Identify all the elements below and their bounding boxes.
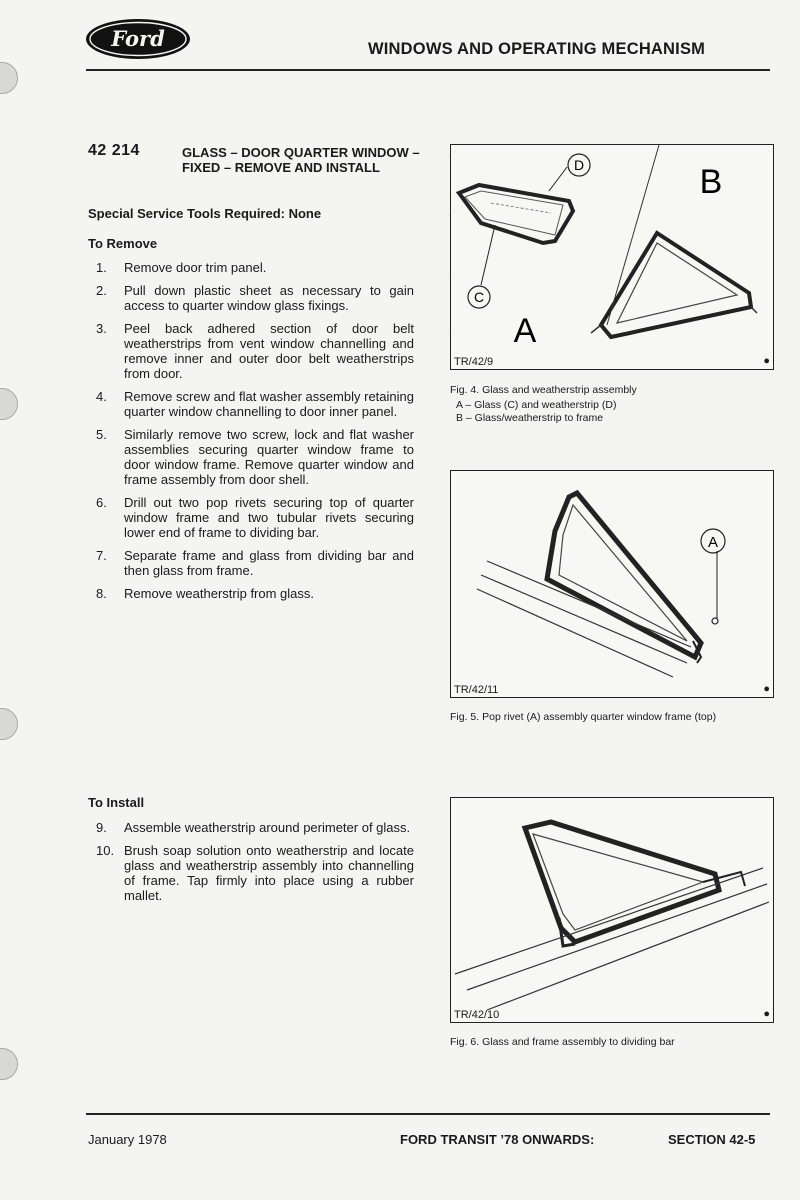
install-heading: To Install — [88, 795, 145, 810]
figure-reference: TR/42/10 — [454, 1009, 500, 1021]
step-item — [88, 321, 414, 381]
figure-corner-mark: ● — [763, 355, 770, 367]
binding-hole — [0, 1048, 18, 1080]
step-number: 10. — [96, 843, 115, 858]
section-number: 42 214 — [88, 142, 140, 159]
remove-steps-list — [88, 260, 414, 609]
figure-6 — [450, 797, 774, 1023]
step-text: Remove door trim panel. — [124, 260, 267, 275]
footer-rule — [86, 1113, 770, 1115]
figure-6-illustration — [451, 798, 773, 1022]
label-c: C — [473, 289, 485, 305]
step-text: Assemble weatherstrip around perimeter of glass. — [124, 820, 411, 835]
step-number: 3. — [96, 321, 107, 336]
binding-hole — [0, 708, 18, 740]
step-number: 4. — [96, 389, 107, 404]
step-number: 1. — [96, 260, 107, 275]
step-item — [88, 843, 414, 903]
step-text: Remove screw and flat washer assembly retaining quarter window channelling to door inner panel. — [124, 389, 414, 419]
remove-heading: To Remove — [88, 236, 158, 251]
step-text: Separate frame and glass from dividing bar and then glass from frame. — [124, 548, 414, 578]
label-b: B — [699, 163, 723, 201]
step-number: 9. — [96, 820, 107, 835]
step-number: 5. — [96, 427, 107, 442]
header-rule — [86, 69, 770, 71]
binding-hole — [0, 62, 18, 94]
figure-5 — [450, 470, 774, 698]
figure-4-illustration — [451, 145, 773, 369]
step-item — [88, 283, 414, 313]
step-text: Drill out two pop rivets securing top of quarter window frame and two tubular rivets securing lower end of frame to dividing bar. — [124, 495, 414, 540]
step-item — [88, 586, 414, 601]
figure-5-caption: Fig. 5. Pop rivet (A) assembly quarter window frame (top) — [450, 711, 717, 723]
step-number: 6. — [96, 495, 107, 510]
footer-section: SECTION 42-5 — [668, 1132, 756, 1147]
label-a: A — [513, 312, 537, 350]
step-item — [88, 820, 414, 835]
figure-corner-mark: ● — [763, 683, 770, 695]
footer-model: FORD TRANSIT ’78 ONWARDS: — [400, 1132, 595, 1147]
step-text: Pull down plastic sheet as necessary to gain access to quarter window glass fixings. — [124, 283, 414, 313]
figure-4-caption-line: A – Glass (C) and weatherstrip (D) — [456, 399, 617, 411]
footer-date: January 1978 — [88, 1132, 167, 1147]
figure-4-caption-line: B – Glass/weatherstrip to frame — [456, 412, 604, 424]
figure-corner-mark: ● — [763, 1008, 770, 1020]
step-text: Peel back adhered section of door belt weatherstrips from vent window channelling and remove inner and outer door belt weatherstrips from door. — [124, 321, 414, 381]
step-text: Similarly remove two screw, lock and flat washer assemblies securing quarter window frame to door window frame. Remove quarter window and frame assembly from door shell. — [124, 427, 414, 487]
figure-5-illustration — [451, 471, 773, 697]
step-number: 7. — [96, 548, 107, 563]
step-item — [88, 389, 414, 419]
step-number: 8. — [96, 586, 107, 601]
step-item — [88, 427, 414, 487]
step-text: Remove weatherstrip from glass. — [124, 586, 315, 601]
step-item — [88, 548, 414, 578]
figure-6-caption: Fig. 6. Glass and frame assembly to dividing bar — [450, 1036, 675, 1048]
figure-reference: TR/42/11 — [454, 684, 499, 696]
binding-hole — [0, 388, 18, 420]
ford-logo — [84, 17, 192, 61]
figure-reference: TR/42/9 — [454, 356, 494, 368]
svg-text:Ford: Ford — [111, 26, 165, 51]
figure-4-caption: Fig. 4. Glass and weatherstrip assembly — [450, 384, 637, 396]
label-a: A — [707, 534, 719, 551]
label-d: D — [573, 157, 585, 173]
figure-4 — [450, 144, 774, 370]
section-title: GLASS – DOOR QUARTER WINDOW – FIXED – REMOVE AND INSTALL — [182, 145, 420, 175]
step-item — [88, 260, 414, 275]
page-header-title: WINDOWS AND OPERATING MECHANISM — [368, 40, 706, 58]
step-text: Brush soap solution onto weatherstrip and locate glass and weatherstrip assembly into channelling of frame. Tap firmly into place using a rubber mallet. — [124, 843, 414, 903]
special-tools-note: Special Service Tools Required: None — [88, 206, 322, 221]
install-steps-list — [88, 820, 414, 911]
step-item — [88, 495, 414, 540]
step-number: 2. — [96, 283, 107, 298]
